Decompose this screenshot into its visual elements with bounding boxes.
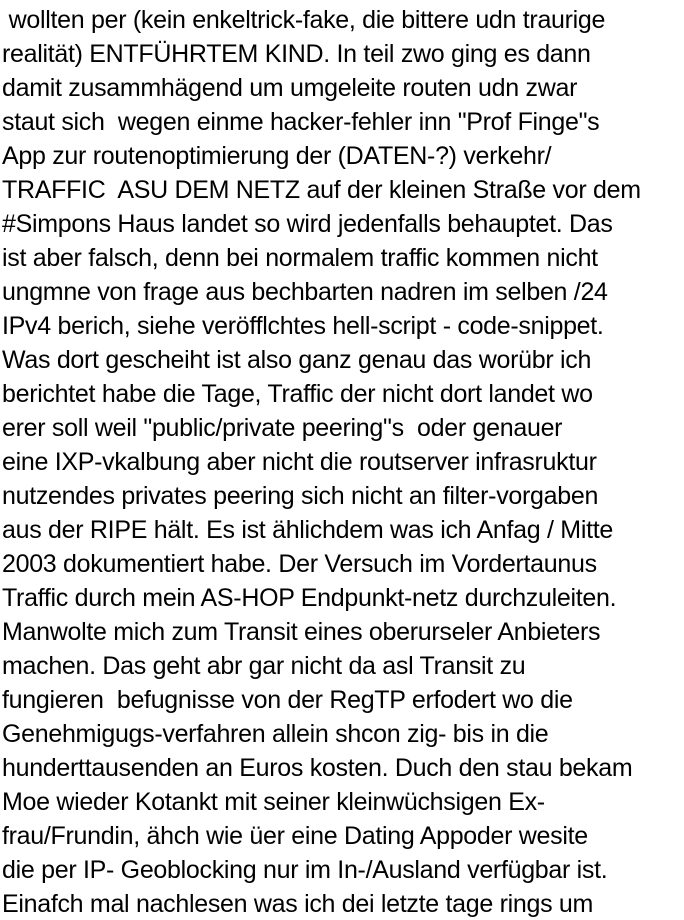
text-line: App zur routenoptimierung der (DATEN-?) verkehr/ <box>2 142 552 170</box>
text-line: Was dort gescheiht ist also ganz genau das worübr ich <box>2 346 592 374</box>
text-line: realität) ENTFÜHRTEM KIND. In teil zwo ging es dann <box>2 40 591 68</box>
text-line: staut sich wegen einme hacker-fehler inn "Prof Finge"s <box>2 108 600 136</box>
text-line: Manwolte mich zum Transit eines oberurseler Anbieters <box>2 618 601 646</box>
text-line: #Simpons Haus landet so wird jedenfalls behauptet. Das <box>2 210 613 238</box>
text-line: ist aber falsch, denn bei normalem traffic kommen nicht <box>2 244 598 272</box>
text-line: fungieren befugnisse von der RegTP erfodert wo die <box>2 686 573 714</box>
text-line: wollten per (kein enkeltrick-fake, die bittere udn traurige <box>2 6 606 34</box>
text-line: aus der RIPE hält. Es ist ählichdem was ich Anfag / Mitte <box>2 516 613 544</box>
text-line: erer soll weil "public/private peering"s oder genauer <box>2 414 563 442</box>
text-line: ungmne von frage aus bechbarten nadren im selben /24 <box>2 278 608 306</box>
text-line: die per IP- Geoblocking nur im In-/Ausland verfügbar ist. <box>2 856 608 884</box>
text-line: damit zusammhägend um umgeleite routen udn zwar <box>2 74 578 102</box>
text-line: 2003 dokumentiert habe. Der Versuch im Vordertaunus <box>2 550 597 578</box>
text-line: Traffic durch mein AS-HOP Endpunkt-netz durchzuleiten. <box>2 584 617 612</box>
text-line: eine IXP-vkalbung aber nicht die routserver infrasruktur <box>2 448 597 476</box>
text-line: Einafch mal nachlesen was ich dei letzte tage rings um <box>2 890 594 918</box>
text-line: frau/Frundin, ähch wie üer eine Dating Appoder wesite <box>2 822 588 850</box>
text-line: IPv4 berich, siehe veröfflchtes hell-script - code-snippet. <box>2 312 604 340</box>
text-line: TRAFFIC ASU DEM NETZ auf der kleinen Straße vor dem <box>2 176 641 204</box>
text-line: Genehmigugs-verfahren allein shcon zig- bis in die <box>2 720 549 748</box>
text-line: machen. Das geht abr gar nicht da asl Transit zu <box>2 652 526 680</box>
text-line: hunderttausenden an Euros kosten. Duch den stau bekam <box>2 754 633 782</box>
text-line: Moe wieder Kotankt mit seiner kleinwüchsigen Ex- <box>2 788 545 816</box>
text-line: nutzendes privates peering sich nicht an filter-vorgaben <box>2 482 599 510</box>
text-line: berichtet habe die Tage, Traffic der nicht dort landet wo <box>2 380 593 408</box>
